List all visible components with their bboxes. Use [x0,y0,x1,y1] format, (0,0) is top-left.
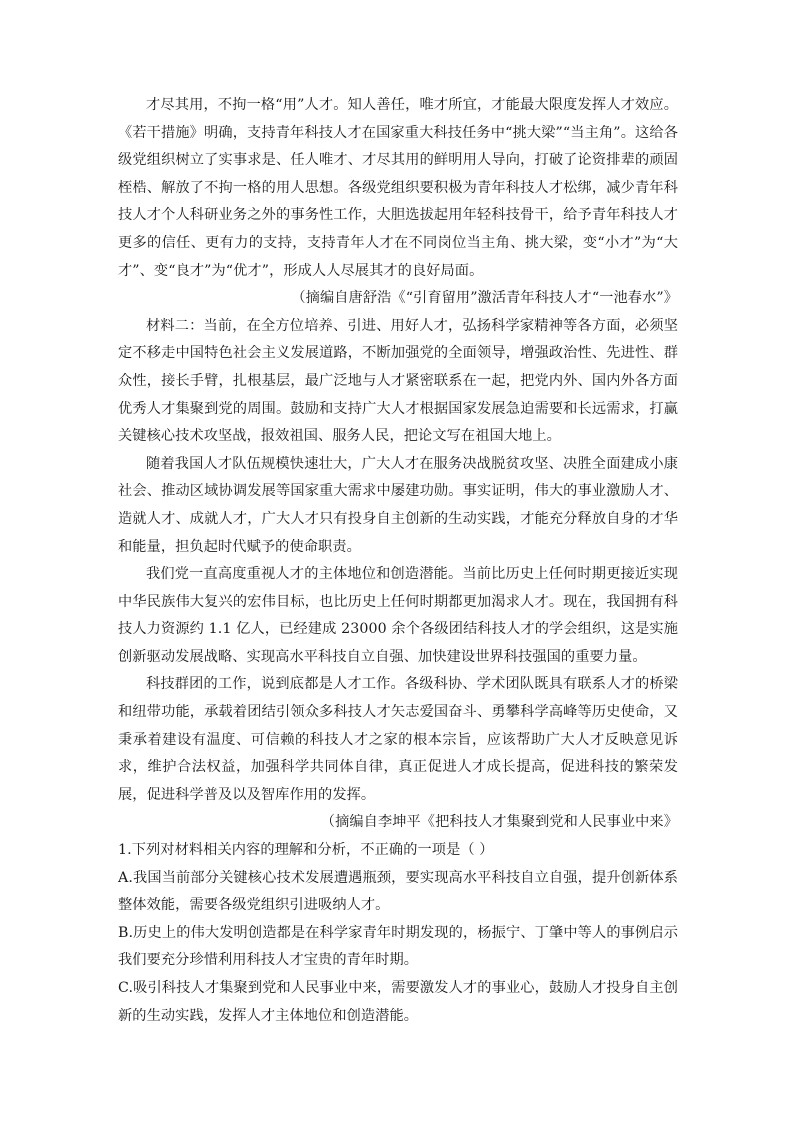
paragraph: 我们党一直高度重视人才的主体地位和创造潜能。当前比历史上任何时期更接近实现中华民族伟大复兴的宏伟目标，也比历史上任何时期都更加渴求人才。现在，我国拥有科技人力资源约 1.1 亿人，已经建成 23000 余个各级团结科技人才的学会组织，这是实施创新驱动发展战略、实现高水平科技自立自强、加快建设世界科技强国的重要力量。 [118,566,678,665]
source-citation: （摘编自李坤平《把科技人才集聚到党和人民事业中来》 [320,814,678,831]
question-option-b: B.历史上的伟大发明创造都是在科学家青年时期发现的，杨振宁、丁肇中等人的事例启示我们要充分珍惜利用科技人才宝贵的青年时期。 [118,924,678,969]
question-option-c: C.吸引科技人才集聚到党和人民事业中来，需要激发人才的事业心，鼓励人才投身自主创新的生动实践，发挥人才主体地位和创造潜能。 [118,980,678,1024]
question-option-a: A.我国当前部分关键核心技术发展遭遇瓶颈，要实现高水平科技自立自强，提升创新体系整体效能，需要各级党组织引进吸纳人才。 [118,869,678,914]
paragraph: 随着我国人才队伍规模快速壮大，广大人才在服务决战脱贫攻坚、决胜全面建成小康社会、推动区域协调发展等国家重大需求中屡建功勋。事实证明，伟大的事业激励人才、造就人才、成就人才，广大人才只有投身自主创新的生动实践，才能充分释放自身的才华和能量，担负起时代赋予的使命职责。 [118,455,678,555]
source-citation: （摘编自唐舒浩《“引育留用”激活青年科技人才“一池春水”》 [291,290,678,307]
paragraph: 科技群团的工作，说到底都是人才工作。各级科协、学术团队既具有联系人才的桥梁和纽带功能，承载着团结引领众多科技人才矢志爱国奋斗、勇攀科学高峰等历史使命，又秉承着建设有温度、可信赖的科技人才之家的根本宗旨，应该帮助广大人才反映意见诉求，维护合法权益，加强科学共同体自律，真正促进人才成长提高，促进科技的繁荣发展，促进科学普及以及智库作用的发挥。 [118,676,678,803]
paragraph: 材料二：当前，在全方位培养、引进、用好人才，弘扬科学家精神等各方面，必须坚定不移走中国特色社会主义发展道路，不断加强党的全面领导，增强政治性、先进性、群众性，接长手臂，扎根基层，最广泛地与人才紧密联系在一起，把党内外、国内外各方面优秀人才集聚到党的周围。鼓励和支持广大人才根据国家发展急迫需要和长远需求，打赢关键核心技术攻坚战，报效祖国、服务人民，把论文写在祖国大地上。 [118,317,678,445]
paragraph: 才尽其用，不拘一格“用”人才。知人善任，唯才所宜，才能最大限度发挥人才效应。《若干措施》明确，支持青年科技人才在国家重大科技任务中“挑大梁”“当主角”。这给各级党组织树立了实事求是、任人唯才、才尽其用的鲜明用人导向，打破了论资排辈的顽固桎梏、解放了不拘一格的用人思想。各级党组织要积极为青年科技人才松绑，减少青年科技人才个人科研业务之外的事务性工作，大胆选拔起用年轻科技骨干，给予青年科技人才更多的信任、更有力的支持，支持青年人才在不同岗位当主角、挑大梁，变“小才”为“大才”、变“良才”为“优才”，形成人人尽展其才的良好局面。 [118,97,678,279]
document-page [118,92,678,1030]
question-stem: 1.下列对材料相关内容的理解和分析，不正确的一项是（ ） [118,842,494,859]
